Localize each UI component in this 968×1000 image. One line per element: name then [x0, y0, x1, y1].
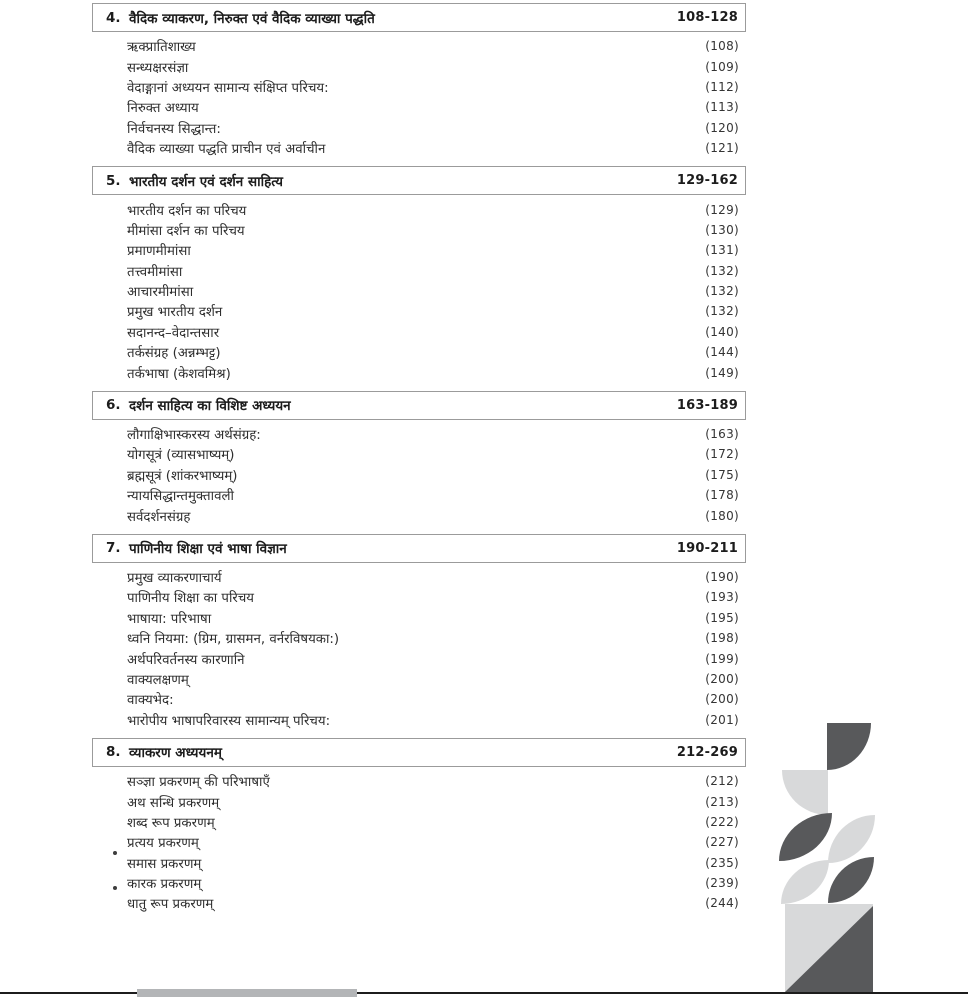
leaf-light-icon [781, 860, 829, 904]
item-title: लौगाक्षिभास्करस्य अर्थसंग्रह: [127, 428, 261, 444]
leaf-light-icon [828, 815, 875, 863]
item-page-number: (198) [705, 631, 739, 646]
item-page-number: (109) [705, 59, 739, 74]
item-title: वैदिक व्याख्या पद्धति प्राचीन एवं अर्वाचीन [127, 142, 326, 158]
toc-item [92, 138, 746, 158]
item-page-number: (172) [705, 447, 739, 462]
toc-section [92, 3, 746, 162]
section-page-range: 163-189 [676, 397, 738, 413]
item-title: भारतीय दर्शन का परिचय [127, 203, 247, 219]
item-title: निर्वचनस्य सिद्धान्त: [127, 121, 221, 137]
item-page-number: (222) [705, 814, 739, 829]
toc-item [92, 853, 746, 873]
toc-item [92, 220, 746, 240]
toc-section [92, 166, 746, 387]
item-title: सर्वदर्शनसंग्रह [127, 509, 191, 525]
toc-item [92, 465, 746, 485]
section-title: वैदिक व्याकरण, निरुक्त एवं वैदिक व्याख्या पद्धति [129, 10, 375, 27]
item-page-number: (227) [705, 835, 739, 850]
item-title: प्रत्यय प्रकरणम् [127, 836, 199, 852]
section-items [92, 767, 746, 918]
item-page-number: (180) [705, 508, 739, 523]
item-title: प्रमाणमीमांसा [127, 244, 191, 260]
item-title: सञ्ज्ञा प्रकरणम् की परिभाषाएँ [127, 775, 270, 791]
item-title: शब्द रूप प्रकरणम् [127, 815, 215, 831]
section-number: 6. [106, 397, 121, 414]
item-title: सन्ध्यक्षरसंज्ञा [127, 60, 189, 76]
item-page-number: (149) [705, 365, 739, 380]
section-page-range: 212-269 [676, 744, 738, 760]
item-title: मीमांसा दर्शन का परिचय [127, 223, 245, 239]
toc-item [92, 710, 746, 730]
item-page-number: (129) [705, 202, 739, 217]
toc-item [92, 97, 746, 117]
toc-item [92, 791, 746, 811]
item-page-number: (130) [705, 222, 739, 237]
toc-item [92, 240, 746, 260]
section-items [92, 32, 746, 162]
item-page-number: (193) [705, 590, 739, 605]
item-page-number: (235) [705, 855, 739, 870]
item-title: पाणिनीय शिक्षा का परिचय [127, 591, 254, 607]
item-page-number: (200) [705, 692, 739, 707]
item-title: सदानन्द–वेदान्तसार [127, 325, 220, 341]
item-title: प्रमुख भारतीय दर्शन [127, 305, 223, 321]
toc-item [92, 36, 746, 56]
quarter-disc-dark-icon [827, 723, 871, 770]
item-page-number: (108) [705, 39, 739, 54]
section-header [92, 3, 746, 32]
section-number: 5. [106, 172, 121, 189]
item-title: ब्रह्मसूत्रं (शांकरभाष्यम्) [127, 468, 238, 484]
section-title: पाणिनीय शिक्षा एवं भाषा विज्ञान [129, 541, 287, 558]
section-header [92, 166, 746, 195]
item-page-number: (244) [705, 896, 739, 911]
toc-item [92, 261, 746, 281]
leaf-dark-icon [828, 857, 874, 903]
item-title: योगसूत्रं (व्यासभाष्यम्) [127, 448, 235, 464]
item-title: अर्थपरिवर्तनस्य कारणानि [127, 652, 245, 668]
toc-item [92, 873, 746, 893]
item-title: समास प्रकरणम् [127, 856, 202, 872]
toc-section [92, 534, 746, 734]
quarter-disc-light-icon [782, 770, 828, 815]
item-page-number: (199) [705, 651, 739, 666]
toc-item [92, 648, 746, 668]
toc-item [92, 505, 746, 525]
item-page-number: (178) [705, 488, 739, 503]
item-title: वाक्यलक्षणम् [127, 672, 189, 688]
item-page-number: (120) [705, 120, 739, 135]
toc-item [92, 281, 746, 301]
item-title: वेदाङ्गानां अध्ययन सामान्य संक्षिप्त परिचय: [127, 80, 329, 96]
toc-section [92, 738, 746, 918]
section-title: भारतीय दर्शन एवं दर्शन साहित्य [129, 173, 284, 190]
item-page-number: (175) [705, 467, 739, 482]
item-page-number: (201) [705, 712, 739, 727]
section-page-range: 129-162 [676, 173, 738, 189]
item-page-number: (132) [705, 284, 739, 299]
item-page-number: (163) [705, 427, 739, 442]
item-page-number: (195) [705, 610, 739, 625]
toc-item [92, 301, 746, 321]
item-page-number: (131) [705, 243, 739, 258]
section-header [92, 534, 746, 563]
section-header [92, 738, 746, 767]
item-title: भारोपीय भाषापरिवारस्य सामान्यम् परिचय: [127, 713, 331, 729]
section-page-range: 190-211 [676, 540, 738, 556]
toc-item [92, 608, 746, 628]
item-title: धातु रूप प्रकरणम् [127, 897, 214, 913]
item-title: न्यायसिद्धान्तमुक्तावली [127, 489, 234, 505]
item-title: अथ सन्धि प्रकरणम् [127, 795, 220, 811]
toc-item [92, 669, 746, 689]
toc-section [92, 391, 746, 530]
toc-item [92, 812, 746, 832]
item-title: कारक प्रकरणम् [127, 877, 202, 893]
toc-item [92, 118, 746, 138]
item-title: ध्वनि नियमा: (ग्रिम, ग्रासमन, वर्नरविषयका:) [127, 632, 340, 648]
bullet-dot [113, 851, 117, 855]
toc-item [92, 56, 746, 76]
section-number: 8. [106, 744, 121, 761]
item-page-number: (140) [705, 324, 739, 339]
toc-item [92, 322, 746, 342]
item-page-number: (113) [705, 100, 739, 115]
item-title: भाषाया: परिभाषा [127, 611, 212, 627]
item-title: तत्त्वमीमांसा [127, 264, 183, 280]
toc-item [92, 567, 746, 587]
item-title: वाक्यभेद: [127, 693, 174, 709]
section-number: 4. [106, 9, 121, 26]
item-title: तर्कभाषा (केशवमिश्र) [127, 366, 231, 382]
item-page-number: (112) [705, 79, 739, 94]
item-page-number: (190) [705, 570, 739, 584]
toc-item [92, 444, 746, 464]
item-page-number: (121) [705, 141, 739, 156]
section-title: दर्शन साहित्य का विशिष्ट अध्ययन [129, 398, 291, 415]
toc-item [92, 587, 746, 607]
toc-item [92, 628, 746, 648]
toc-sections [92, 3, 746, 922]
section-items [92, 420, 746, 530]
item-page-number: (132) [705, 263, 739, 278]
toc-item [92, 424, 746, 444]
item-page-number: (132) [705, 304, 739, 319]
item-page-number: (200) [705, 671, 739, 686]
section-items [92, 563, 746, 734]
toc-item [92, 832, 746, 852]
item-title: तर्कसंग्रह (अन्नम्भट्ट) [127, 346, 221, 362]
section-number: 7. [106, 540, 121, 557]
section-page-range: 108-128 [676, 10, 738, 25]
item-page-number: (144) [705, 345, 739, 360]
toc-item [92, 77, 746, 97]
toc-item [92, 485, 746, 505]
item-page-number: (212) [705, 774, 739, 789]
toc-item [92, 771, 746, 791]
item-title: निरुक्त अध्याय [127, 101, 199, 117]
section-header [92, 391, 746, 420]
toc-item [92, 893, 746, 913]
item-title: प्रमुख व्याकरणाचार्य [127, 571, 222, 586]
item-page-number: (213) [705, 794, 739, 809]
section-items [92, 195, 746, 387]
toc-item [92, 199, 746, 219]
toc-item [92, 362, 746, 382]
toc-item [92, 689, 746, 709]
toc-item [92, 342, 746, 362]
item-page-number: (239) [705, 876, 739, 891]
item-title: आचारमीमांसा [127, 285, 194, 301]
footer-bar [137, 989, 357, 997]
bullet-dot [113, 886, 117, 890]
section-title: व्याकरण अध्ययनम् [129, 745, 222, 762]
leaf-dark-icon [779, 813, 832, 861]
item-title: ऋक्प्रातिशाख्य [127, 40, 196, 56]
